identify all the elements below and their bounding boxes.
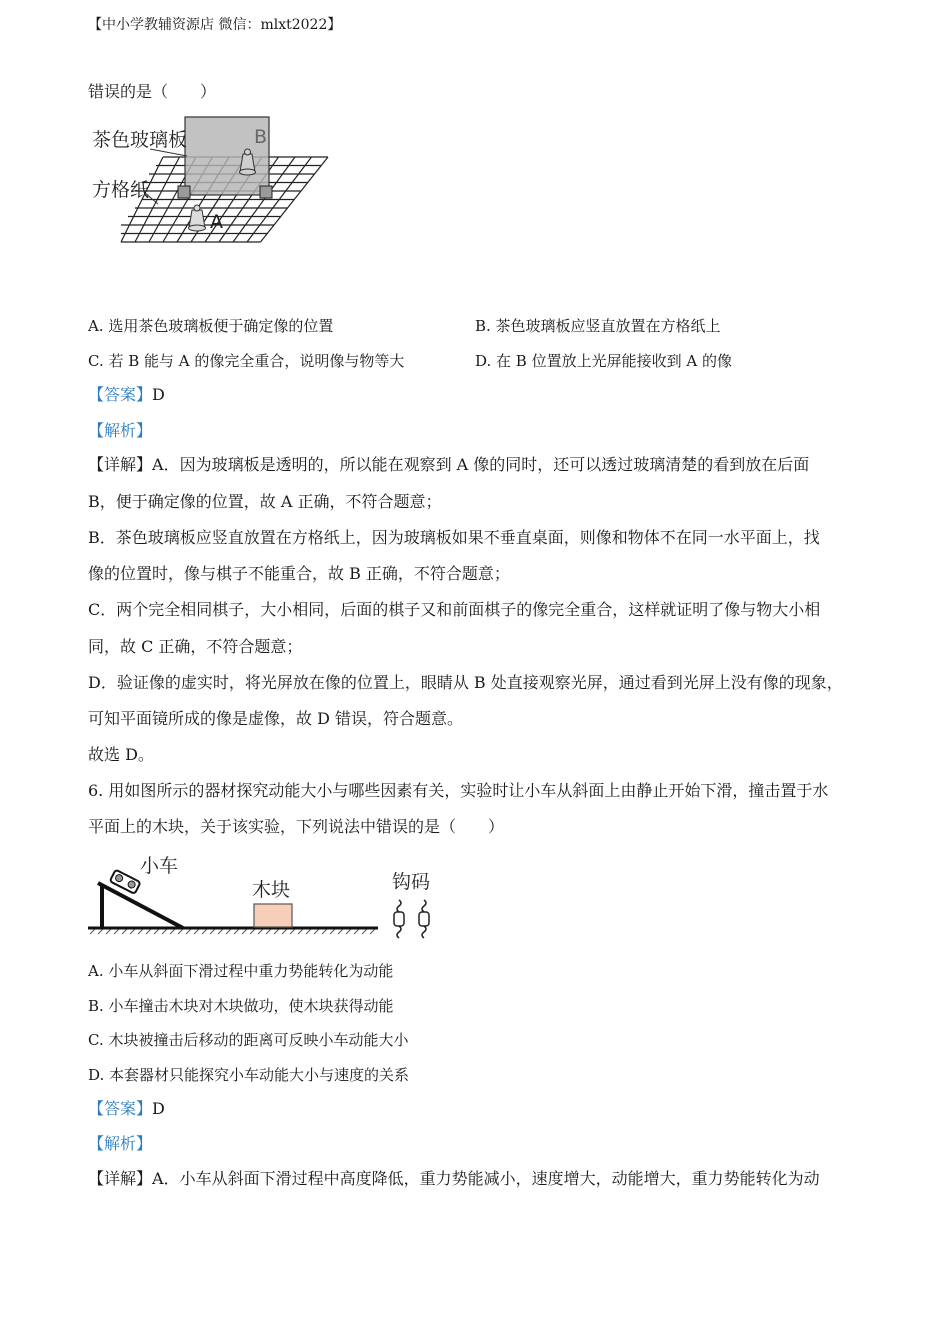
chess-piece-a bbox=[189, 205, 206, 231]
q5-conclusion: 故选 D。 bbox=[88, 745, 154, 764]
q5-option-a: A. 选用茶色玻璃板便于确定像的位置 bbox=[88, 317, 334, 335]
q5-detail-line: 像的位置时，像与棋子不能重合，故 B 正确，不符合题意； bbox=[88, 564, 510, 583]
glass-plate-label: 茶色玻璃板 bbox=[92, 129, 188, 151]
q5-analysis-tag: 【解析】 bbox=[88, 421, 153, 440]
support-left bbox=[178, 186, 190, 198]
q5-detail-line: 同，故 C 正确，不符合题意； bbox=[88, 637, 303, 656]
mirror-experiment-figure bbox=[88, 112, 338, 252]
q6-answer bbox=[88, 1099, 165, 1119]
q6-detail-line bbox=[88, 1169, 820, 1189]
detail-text: A．因为玻璃板是透明的，所以能在观察到 A 像的同时，还可以透过玻璃清楚的看到放在后面 bbox=[152, 455, 810, 474]
grid-paper-label: 方格纸 bbox=[92, 179, 150, 201]
support-right bbox=[260, 186, 272, 198]
slope-surface bbox=[98, 883, 183, 928]
detail-text: A．小车从斜面下滑过程中高度降低，重力势能减小，速度增大，动能增大，重力势能转化为动 bbox=[152, 1169, 820, 1188]
wood-block bbox=[254, 904, 292, 927]
q5-option-d: D. 在 B 位置放上光屏能接收到 A 的像 bbox=[475, 352, 732, 370]
answer-tag: 【答案】 bbox=[88, 385, 153, 404]
q5-detail-line: B．茶色玻璃板应竖直放置在方格纸上，因为玻璃板如果不垂直桌面，则像和物体不在同一水平面上，找 bbox=[88, 528, 820, 547]
q5-detail-line: D．验证像的虚实时，将光屏放在像的位置上，眼睛从 B 处直接观察光屏，通过看到光屏上没有像的现象， bbox=[88, 673, 843, 692]
q5-detail-line: 可知平面镜所成的像是虚像，故 D 错误，符合题意。 bbox=[88, 709, 464, 728]
q6-option-a: A. 小车从斜面下滑过程中重力势能转化为动能 bbox=[88, 962, 394, 980]
page-header: 【中小学教辅资源店 微信：mlxt2022】 bbox=[88, 17, 342, 33]
q5-detail-line: B，便于确定像的位置，故 A 正确，不符合题意； bbox=[88, 492, 442, 511]
q6-stem-line: 6. 用如图所示的器材探究动能大小与哪些因素有关，实验时让小车从斜面上由静止开始下滑，撞击置于水 bbox=[88, 781, 829, 800]
car-label: 小车 bbox=[140, 855, 179, 877]
q5-detail-line bbox=[88, 455, 809, 475]
q5-option-b: B. 茶色玻璃板应竖直放置在方格纸上 bbox=[475, 317, 721, 335]
block-label: 木块 bbox=[252, 879, 291, 901]
answer-value: D bbox=[152, 385, 165, 404]
q5-detail-line: C．两个完全相同棋子，大小相同，后面的棋子又和前面棋子的像完全重合，这样就证明了像与物大小相 bbox=[88, 600, 821, 619]
answer-value: D bbox=[152, 1099, 165, 1118]
q6-option-c: C. 木块被撞击后移动的距离可反映小车动能大小 bbox=[88, 1031, 409, 1049]
label-b: B bbox=[254, 126, 268, 148]
label-a: A bbox=[210, 211, 223, 233]
q6-option-d: D. 本套器材只能探究小车动能大小与速度的关系 bbox=[88, 1066, 410, 1084]
answer-tag: 【答案】 bbox=[88, 1099, 153, 1118]
weights-label: 钩码 bbox=[392, 871, 431, 893]
q5-option-c: C. 若 B 能与 A 的像完全重合，说明像与物等大 bbox=[88, 352, 405, 370]
q6-analysis-tag: 【解析】 bbox=[88, 1134, 153, 1153]
q6-stem-line: 平面上的木块，关于该实验，下列说法中错误的是（ ） bbox=[88, 817, 505, 836]
hook-weights bbox=[394, 900, 429, 938]
detail-tag: 【详解】 bbox=[88, 1169, 153, 1188]
q6-option-b: B. 小车撞击木块对木块做功，使木块获得动能 bbox=[88, 997, 394, 1015]
detail-tag: 【详解】 bbox=[88, 455, 153, 474]
q5-stem-tail: 错误的是（ ） bbox=[88, 82, 217, 101]
kinetic-energy-figure bbox=[88, 852, 448, 947]
q5-answer bbox=[88, 385, 165, 405]
